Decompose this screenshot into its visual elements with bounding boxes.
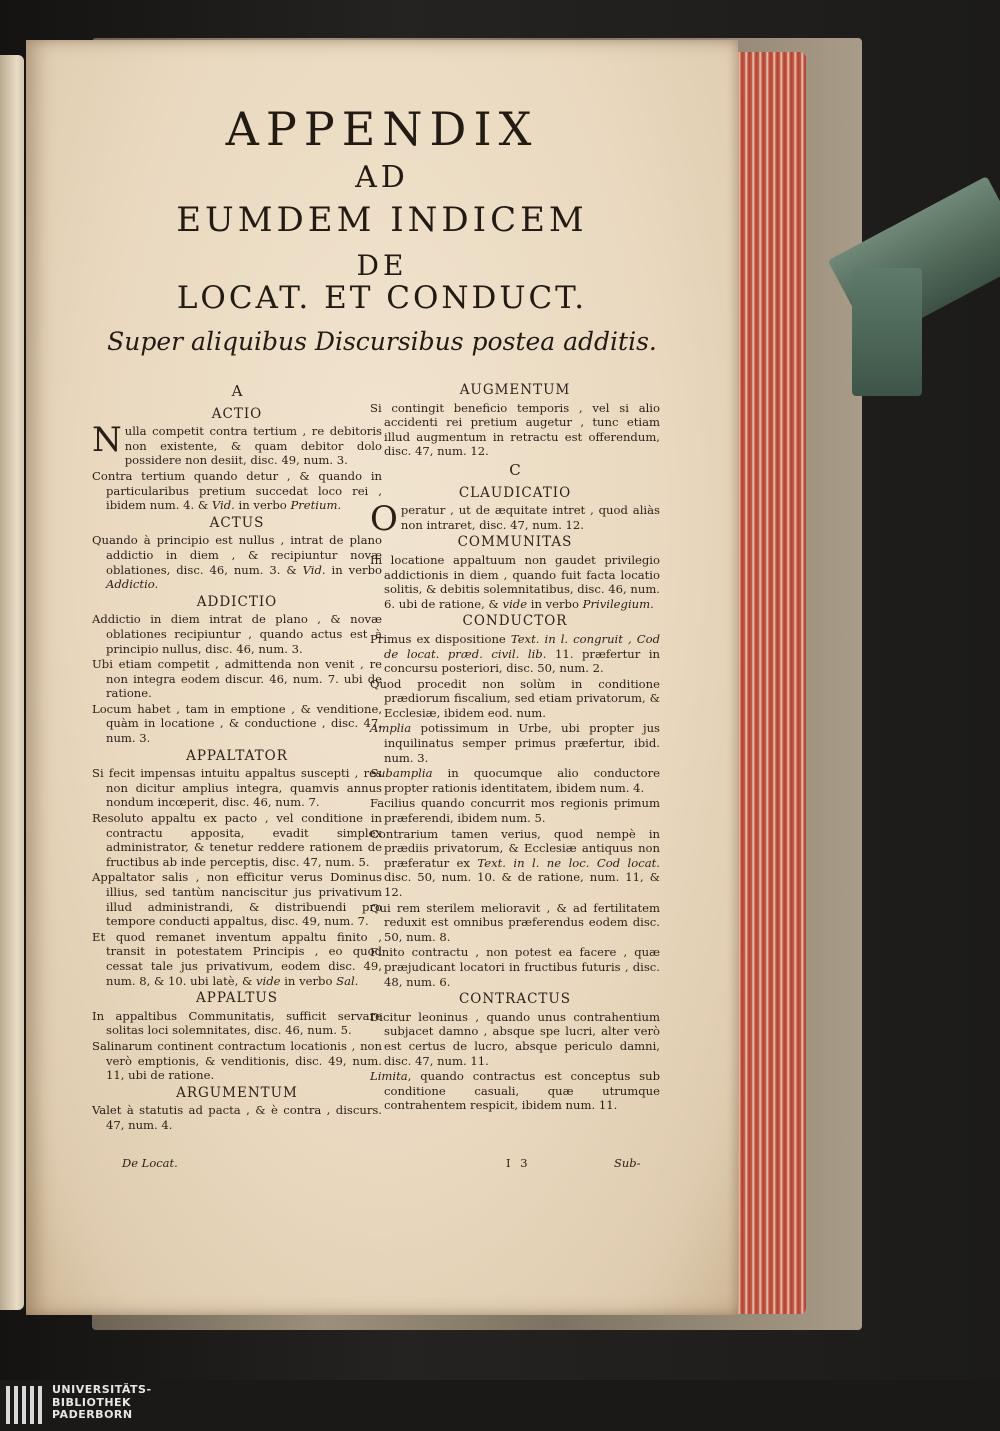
entry-conductor-7: Qui rem sterilem melioravit , & ad fertilitatem reduxit est omnibus præferendus eodem disc. 50, num. 8. [370, 900, 660, 944]
entry-conductor-4: Subamplia in quocumque alio conductore propter rationis identitatem, ibidem num. 4. [370, 766, 660, 795]
entry-argumentum-1: Valet à statutis ad pacta , & è contra , discurs. 47, num. 4. [92, 1103, 382, 1132]
entry-appaltator-1: Si fecit impensas intuitu appaltus suscepti , res non dicitur amplius integra, quamvis annus nondum incœperit, disc. 46, num. 7. [92, 766, 382, 810]
entry-contractus-2: Limita, quando contractus est conceptus sub conditione casuali, quæ utrumque contrahentem respicit, ibidem num. 11. [370, 1069, 660, 1113]
drop-cap-n: N [92, 420, 122, 461]
entry-conductor-1: Primus ex dispositione Text. in l. congruit , Cod de locat. præd. civil. lib. 11. præfertur in concursu posteriori, disc. 50, num. 2. [370, 631, 660, 676]
heading-communitas: COMMUNITAS [457, 534, 573, 551]
printed-page [26, 40, 738, 1315]
heading-argumentum: ARGUMENTUM [176, 1084, 298, 1101]
drop-cap-o: O [370, 499, 398, 540]
right-column [370, 380, 660, 1114]
heading-actus: ACTUS [209, 514, 265, 531]
subtitle: Super aliquibus Discursibus postea additis. [107, 327, 657, 356]
title-appendix: APPENDIX [225, 102, 539, 156]
section-letter-c: C [509, 460, 521, 479]
heading-augmentum: AUGMENTUM [459, 382, 571, 398]
logo-line-2: BIBLIOTHEK [52, 1395, 132, 1409]
entry-conductor-5: Facilius quando concurrit mos regionis primum præferendi, ibidem num. 5. [370, 796, 660, 826]
entry-conductor-6: Contrarium tamen verius, quod nempè in prædiis privatorum, & Ecclesiæ antiquus non præferatur ex Text. in l. ne loc. Cod locat. disc. 50, num. 10. & de ratione, num. 11, & 12. [370, 826, 660, 899]
entry-conductor-8: Finito contractu , non potest ea facere , quæ præjudicant locatori in fructibus futuris , disc. 48, num. 6. [370, 945, 660, 989]
entry-appaltator-4: Et quod remanet inventum appaltu finito , transit in potestatem Principis , eo quod cessat tale jus privativum, eodem disc. 49, num. 8, & 10. ubi latè, & vide in verbo Sal. [92, 929, 382, 988]
heading-addictio: ADDICTIO [196, 593, 278, 610]
section-letter-a: A [231, 382, 243, 400]
title-eumdem-indicem: EUMDEM INDICEM [176, 200, 588, 240]
entry-communitas-1: In locatione appaltuum non gaudet privilegio addictionis in diem , quando fuit facta locatio solitis, & debitis solemnitatibus, disc. 46, num. 6. ubi de ratione, & vide in verbo Privilegium. [370, 552, 660, 611]
entry-appaltus-2: Salinarum continent contractum locationis , non verò emptionis, & venditionis, disc. 49, num. 11, ubi de ratione. [92, 1038, 382, 1083]
entry-appaltator-3: Appaltator salis , non efficitur verus Dominus illius, sed tantùm nanciscitur jus privativum illud administrandi, & distribuendi pro tempore conducti appaltus, disc. 49, num. 7. [92, 870, 382, 929]
entry-actio-2: Contra tertium quando detur , & quando in particularibus pretium succedat loco rei , ibidem num. 4. & Vid. in verbo Pretium. [92, 468, 382, 513]
metal-clasp [852, 268, 922, 396]
entry-contractus-1: Dicitur leoninus , quando unus contrahentium subjacet damno , absque spe lucri, alter verò est certus de lucro, absque periculo damni, disc. 47, num. 11. [370, 1009, 660, 1068]
signature-mark: I 3 [506, 1156, 531, 1170]
catchword-left: De Locat. [122, 1156, 178, 1170]
logo-line-1: UNIVERSITÄTS- [52, 1383, 152, 1396]
catchword-right: Sub- [614, 1156, 641, 1170]
entry-appaltus-1: In appaltibus Communitatis, sufficit servare solitas loci solemnitates, disc. 46, num. 5. [92, 1008, 382, 1038]
heading-actio: ACTIO [211, 405, 263, 422]
heading-appaltus: APPALTUS [196, 990, 278, 1007]
title-ad: AD [355, 160, 409, 195]
logo-line-3: PADERBORN [52, 1408, 133, 1421]
entry-addictio-1: Addictio in diem intrat de plano , & novæ oblationes recipiuntur , quando actus est à principio nullus, disc. 46, num. 3. [92, 612, 382, 656]
title-de: DE [356, 249, 408, 282]
entry-addictio-3: Locum habet , tam in emptione , & venditione, quàm in locatione , & conductione , disc. 47, num. 3. [92, 701, 382, 746]
entry-appaltator-2: Resoluto appaltu ex pacto , vel conditione in contractu apposita, evadit simplex administrator, & tenetur reddere rationem de fructibus ab inde perceptis, disc. 47, num. 5. [92, 811, 382, 869]
heading-conductor: CONDUCTOR [462, 613, 568, 630]
library-logo-text [52, 1384, 152, 1422]
entry-addictio-2: Ubi etiam competit , admittenda non venit , re non integra eodem discur. 46, num. 7. ubi de ratione. [92, 657, 382, 701]
heading-claudicatio: CLAUDICATIO [458, 484, 572, 501]
entry-claudicatio-1: Operatur , ut de æquitate intret , quod aliàs non intraret, disc. 47, num. 12. [370, 499, 660, 540]
entry-conductor-3: Amplia potissimum in Urbe, ubi propter jus inquilinatus semper primus præfertur, ibid. num. 3. [370, 721, 660, 765]
title-locat-conduct: LOCAT. ET CONDUCT. [176, 280, 588, 316]
left-page-edge [0, 55, 24, 1310]
red-page-edges [736, 52, 806, 1314]
heading-contractus: CONTRACTUS [458, 991, 572, 1008]
library-logo-icon [6, 1386, 42, 1424]
entry-actus-1: Quando à principio est nullus , intrat de plano addictio in diem , & recipiuntur novæ oblationes, disc. 46, num. 3. & Vid. in verbo Addictio. [92, 533, 383, 592]
left-column [92, 380, 382, 1134]
entry-conductor-2: Quod procedit non solùm in conditione prædiorum fiscalium, sed etiam privatorum, & Ecclesiæ, ibidem eod. num. [370, 676, 660, 720]
entry-actio-1: Nulla competit contra tertium , re debitoris non existente, & quam debitor dolo possidere non desiit, disc. 49, num. 3. [92, 420, 382, 468]
heading-appaltator: APPALTATOR [186, 747, 288, 764]
entry-augmentum-1: Si contingit beneficio temporis , vel si alio accidenti rei pretium augetur , tunc etiam illud augmentum in retractu est offerendum, disc. 47, num. 12. [370, 400, 660, 459]
